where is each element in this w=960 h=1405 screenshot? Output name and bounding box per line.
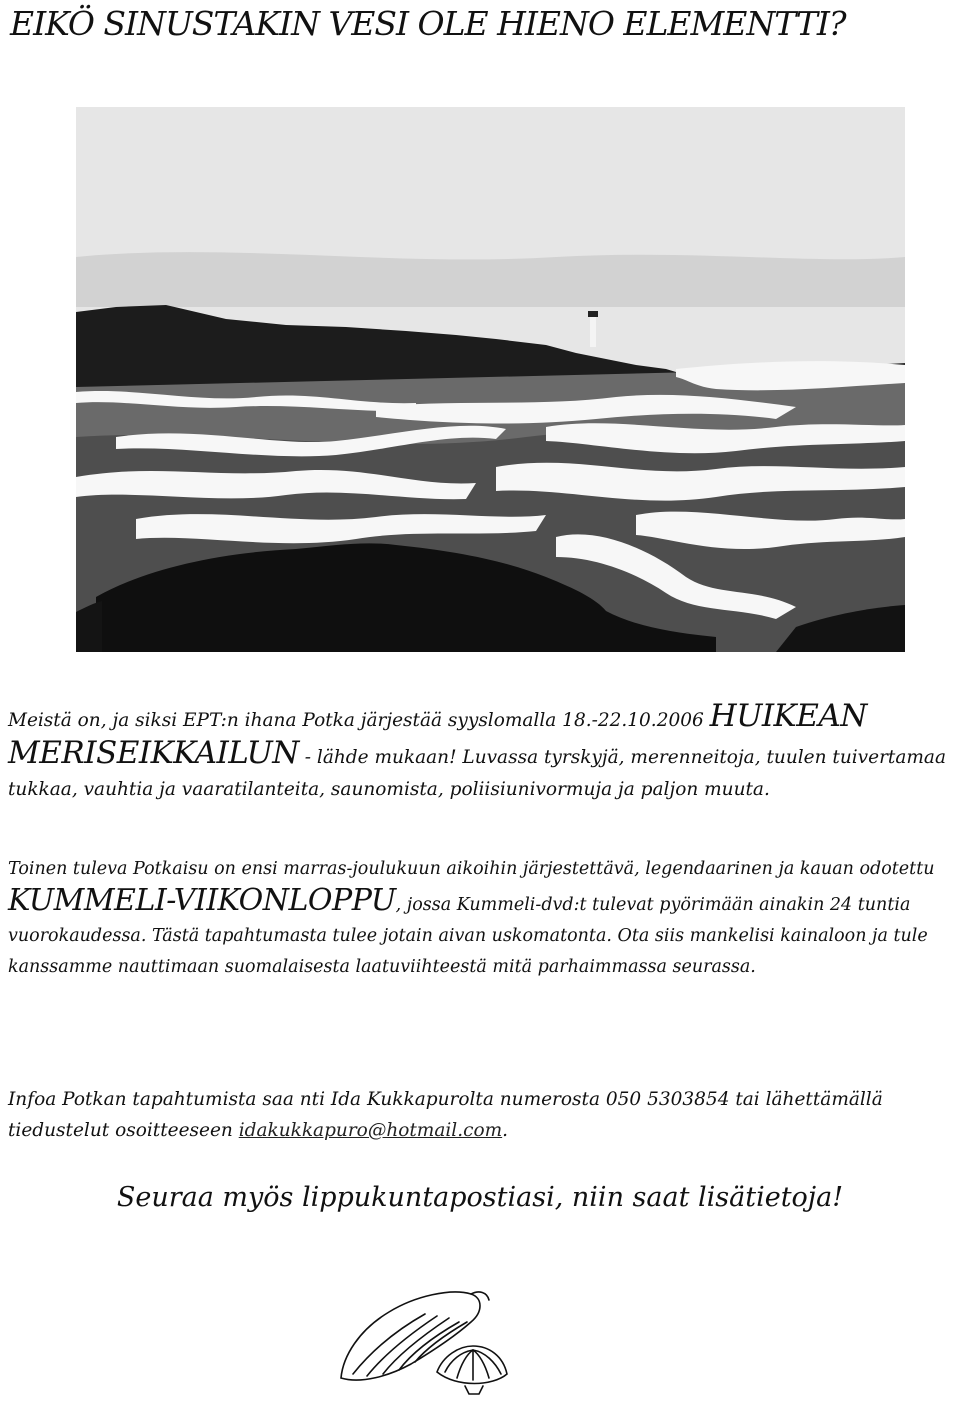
seashells-icon <box>333 1282 525 1400</box>
paragraph2-rest: , jossa Kummeli-dvd:t tulevat pyörimään ainakin 24 tuntia vuorokaudessa. Tästä tapahtumasta tulee jotain aivan uskomatonta. Ota siis mankelisi kainaloon ja tule kanssamme nauttimaan suomalaisesta laatuviihteestä mitä parhaimmassa seurassa. <box>8 895 928 977</box>
paragraph1-intro: Meistä on, ja siksi EPT:n ihana Potka järjestää syyslomalla 18.-22.10.2006 <box>8 710 710 731</box>
paragraph2-highlight: KUMMELI-VIIKONLOPPU <box>8 883 396 918</box>
email-link[interactable]: idakukkapuro@hotmail.com <box>238 1120 503 1141</box>
paragraph1-highlight: HUIKEAN MERISEIKKAILUN <box>8 698 867 771</box>
follow-note: Seuraa myös lippukuntapostiasi, niin saat lisätietoja! <box>116 1182 844 1213</box>
page-title: EIKÖ SINUSTAKIN VESI OLE HIENO ELEMENTTI? <box>10 4 846 43</box>
paragraph-merisekkailu <box>8 700 952 806</box>
paragraph1-rest: - lähde mukaan! Luvassa tyrskyjä, merenneitoja, tuulen tuivertamaa tukkaa, vauhtia ja vaaratilanteita, saunomista, poliisiunivormuja ja paljon muuta. <box>8 747 946 800</box>
paragraph3-end: . <box>502 1120 509 1141</box>
paragraph3-text: Infoa Potkan tapahtumista saa nti Ida Kukkapurolta numerosta 050 5303854 tai lähettämällä tiedustelut osoitteeseen <box>8 1089 883 1141</box>
photo-lighthouse <box>590 315 596 347</box>
sea-photo <box>76 107 905 652</box>
paragraph2-intro: Toinen tuleva Potkaisu on ensi marras-joulukuun aikoihin järjestettävä, legendaarinen ja kauan odotettu <box>8 859 935 879</box>
paragraph-kummeli <box>8 854 952 983</box>
paragraph-info <box>8 1084 952 1146</box>
photo-cloud-band <box>76 252 905 307</box>
